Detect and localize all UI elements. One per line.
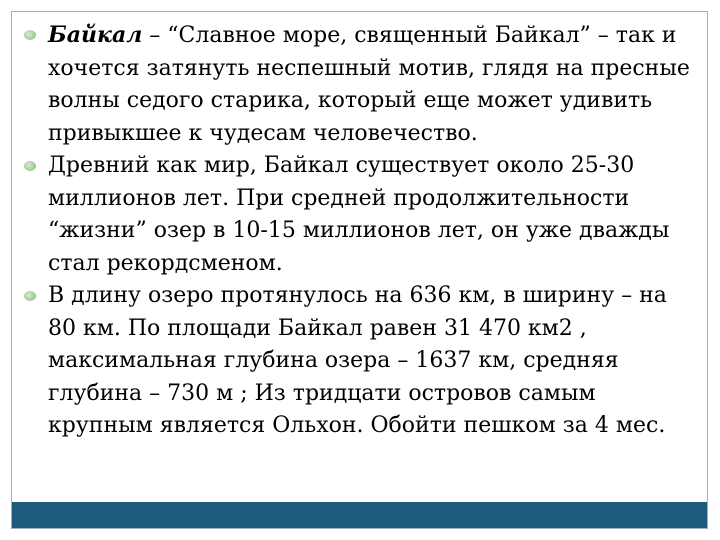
bullet-text: Древний как мир, Байкал существует около 25-30 миллионов лет. При средней продолжительности “жизни” озер в 10-15 миллионов лет, он уже дважды стал рекордсменом. — [48, 153, 670, 276]
bullet-term: Байкал — [48, 22, 143, 48]
footer-accent-bar — [12, 502, 707, 528]
bullet-text: В длину озеро протянулось на 636 км, в ширину – на 80 км. По площади Байкал равен 31 470 км2 , максимальная глубина озера – 1637 км, средняя глубина – 730 м ; Из тридцати островов самым крупным является Ольхон. Обойти пешком за 4 мес. — [48, 283, 667, 438]
bullet-dot-icon — [24, 161, 36, 171]
bullet-item-baikal-intro — [22, 19, 692, 150]
bullet-dot-icon — [24, 291, 36, 301]
bullet-item-dimensions — [22, 280, 692, 443]
bullet-dot-icon — [24, 30, 36, 40]
bullet-item-age — [22, 150, 692, 280]
bullet-text: – “Славное море, священный Байкал” – так и хочется затянуть неспешный мотив, глядя на пресные волны седого старика, который еще может удивить привыкшее к чудесам человечество. — [48, 23, 690, 146]
slide-content — [22, 19, 692, 443]
